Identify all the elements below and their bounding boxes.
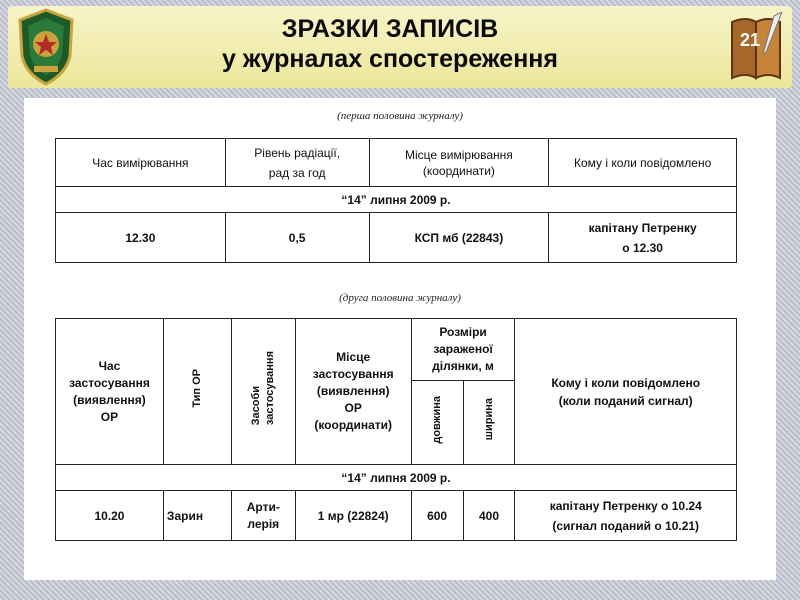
header-means-line1: Засоби (250, 386, 263, 426)
header-place (369, 139, 549, 187)
cell-time: 10.20 (56, 491, 164, 541)
header-radiation-line1: Рівень радіації, (254, 145, 340, 160)
header-time-line2: застосування (69, 375, 150, 390)
header-place-line3: (виявлення) (316, 384, 390, 398)
header-place-line1: Місце (336, 350, 371, 364)
header-reported-line2: (коли поданий сигнал) (558, 393, 693, 408)
header-means-line2: застосування (264, 351, 277, 426)
header-length-text: довжина (431, 395, 444, 444)
header-place-line2: (координати) (422, 163, 495, 178)
header-width-text: ширина (483, 398, 495, 441)
header-time-line4: ОР (100, 409, 119, 424)
observation-table-1 (55, 138, 737, 263)
header-width (463, 381, 515, 465)
header-place (295, 319, 411, 465)
header-reported-line1: Кому і коли повідомлено (551, 375, 701, 390)
header-reported (515, 319, 737, 465)
table1-caption: (перша половина журналу) (337, 110, 463, 122)
emblem-icon (16, 8, 76, 86)
page-number: 21 (739, 30, 761, 50)
header-place-line2: застосування (312, 367, 394, 381)
cell-place: КСП мб (22843) (369, 213, 549, 263)
cell-time: 12.30 (56, 213, 226, 263)
header-time-line3: (виявлення) (73, 392, 146, 407)
header-type-text: Тип ОР (191, 369, 204, 408)
header-size-line2: зараженої (433, 342, 493, 356)
header-time: Час вимірювання (56, 139, 226, 187)
cell-reported (549, 213, 737, 263)
cell-means-line2: лерія (247, 516, 280, 531)
cell-type: Зарин (163, 491, 231, 541)
cell-width: 400 (463, 491, 515, 541)
header-radiation (225, 139, 369, 187)
header-reported: Кому і коли повідомлено (549, 139, 737, 187)
cell-radiation: 0,5 (225, 213, 369, 263)
observation-table-2 (55, 318, 737, 541)
header-time (56, 319, 164, 465)
header-length (411, 381, 463, 465)
cell-reported-line1: капітану Петренку (588, 220, 697, 235)
header-means (231, 319, 295, 465)
cell-means-line1: Арти- (246, 499, 280, 514)
title-line-1: ЗРАЗКИ ЗАПИСІВ (281, 15, 499, 43)
header-type (163, 319, 231, 465)
cell-length: 600 (411, 491, 463, 541)
title-line-2: у журналах спостереження (222, 45, 558, 73)
date-row: “14” липня 2009 р. (56, 465, 737, 491)
table2-caption: (друга половина журналу) (339, 292, 461, 304)
header-radiation-line2: рад за год (268, 165, 326, 180)
cell-reported-line2: о 12.30 (622, 240, 663, 255)
header-size-line3: ділянки, м (432, 359, 494, 373)
header-place-line1: Місце вимірювання (405, 147, 513, 162)
date-row: “14” липня 2009 р. (56, 187, 737, 213)
cell-place: 1 мр (22824) (295, 491, 411, 541)
cell-means (231, 491, 295, 541)
cell-reported-line1: капітану Петренку о 10.24 (549, 498, 702, 513)
header-size (411, 319, 515, 381)
slide-title (120, 14, 660, 74)
header-size-line1: Розміри (439, 325, 487, 339)
header-place-line5: (координати) (314, 418, 393, 432)
cell-reported (515, 491, 737, 541)
cell-reported-line2: (сигнал поданий о 10.21) (552, 518, 700, 533)
header-place-line4: ОР (344, 401, 362, 415)
header-time-line1: Час (98, 358, 121, 373)
